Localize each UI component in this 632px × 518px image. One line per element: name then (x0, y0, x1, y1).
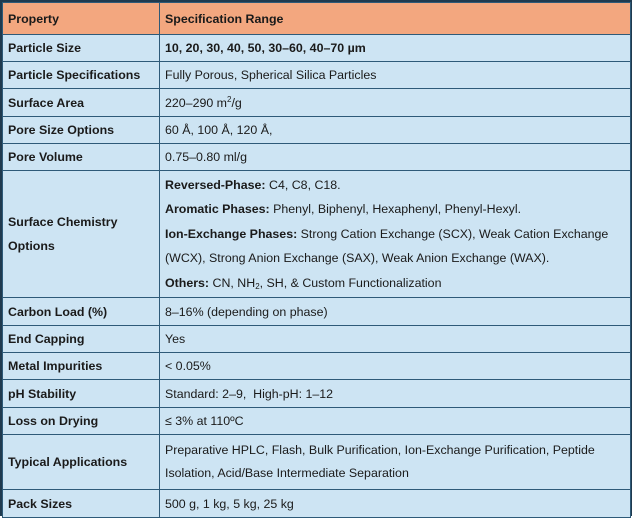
header-spec-range: Specification Range (160, 3, 631, 35)
reversed-phase-label: Reversed-Phase: (165, 177, 266, 192)
table-row (3, 490, 631, 518)
surface-area-unit: /g (231, 95, 242, 110)
table-row (3, 380, 631, 408)
row-label: Metal Impurities (3, 353, 160, 380)
reversed-phase-line (165, 173, 630, 198)
row-value: 8–16% (depending on phase) (160, 298, 631, 326)
table-row (3, 408, 631, 435)
ion-exchange-line (165, 222, 630, 247)
others-label: Others: (165, 275, 210, 290)
row-value: Standard: 2–9, High-pH: 1–12 (160, 380, 631, 408)
typical-apps-line-2: Isolation, Acid/Base Intermediate Separation (165, 466, 409, 480)
row-label: Pore Volume (3, 144, 160, 171)
row-label (3, 171, 160, 298)
row-label: Pack Sizes (3, 490, 160, 518)
aromatic-label: Aromatic Phases: (165, 202, 270, 217)
ion-exchange-value: Strong Cation Exchange (SCX), Weak Cation Exchange (297, 226, 609, 241)
row-value: ≤ 3% at 110ºC (160, 408, 631, 435)
row-value (160, 89, 631, 117)
others-value-tail: , SH, & Custom Functionalization (259, 275, 442, 290)
aromatic-line (165, 197, 630, 222)
others-subscript: 2 (255, 281, 260, 291)
row-label: Particle Specifications (3, 62, 160, 89)
row-label: End Capping (3, 326, 160, 353)
surface-area-exponent: 2 (227, 94, 232, 104)
table-row (3, 353, 631, 380)
reversed-phase-value: C4, C8, C18. (265, 177, 341, 192)
header-property: Property (3, 3, 160, 35)
table-row (3, 35, 631, 62)
others-value: CN, NH (209, 275, 256, 290)
row-label: Surface Area (3, 89, 160, 117)
row-label: Loss on Drying (3, 408, 160, 435)
table-row (3, 62, 631, 89)
ion-exchange-label: Ion-Exchange Phases: (165, 226, 298, 241)
table-row (3, 435, 631, 490)
table-row (3, 144, 631, 171)
row-value: Fully Porous, Spherical Silica Particles (160, 62, 631, 89)
spec-table (2, 2, 631, 518)
table-row (3, 171, 631, 298)
row-value: 10, 20, 30, 40, 50, 30–60, 40–70 µm (160, 35, 631, 62)
table-row (3, 298, 631, 326)
row-label: Particle Size (3, 35, 160, 62)
row-value: 60 Å, 100 Å, 120 Å, (160, 117, 631, 144)
aromatic-value: Phenyl, Biphenyl, Hexaphenyl, Phenyl-Hexyl. (269, 202, 522, 217)
typical-apps-line-1: Preparative HPLC, Flash, Bulk Purification, Ion-Exchange Purification, Peptide (165, 442, 595, 457)
row-label: Typical Applications (3, 435, 160, 490)
row-label-text: Surface Chemistry Options (8, 214, 118, 253)
row-value (160, 435, 631, 490)
row-label: Pore Size Options (3, 117, 160, 144)
surface-area-value: 220–290 m (165, 95, 228, 110)
row-value (160, 171, 631, 298)
table-row (3, 117, 631, 144)
table-row (3, 89, 631, 117)
row-value: 0.75–0.80 ml/g (160, 144, 631, 171)
row-label: Carbon Load (%) (3, 298, 160, 326)
row-label: pH Stability (3, 380, 160, 408)
table-row (3, 326, 631, 353)
row-value: Yes (160, 326, 631, 353)
row-value: < 0.05% (160, 353, 631, 380)
header-row (3, 3, 631, 35)
row-value: 500 g, 1 kg, 5 kg, 25 kg (160, 490, 631, 518)
others-line (165, 271, 630, 296)
ion-exchange-line-2: (WCX), Strong Anion Exchange (SAX), Weak Anion Exchange (WAX). (165, 251, 550, 266)
